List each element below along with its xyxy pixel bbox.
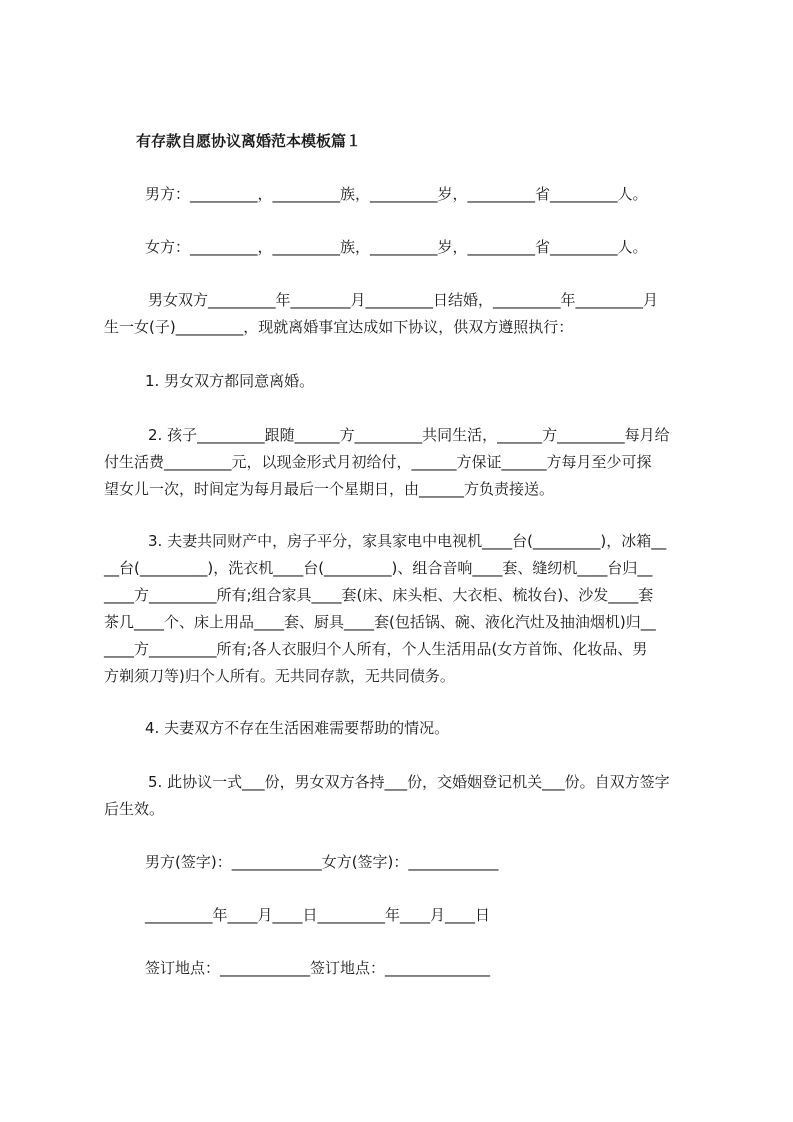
clause-5-line-2: 后生效。 (104, 800, 165, 818)
clause-2-line-3: 望女儿一次，时间定为每月最后一个星期日，由______方负责接送。 (104, 480, 555, 498)
husband-info-line: 男方：_________，_________族，_________岁，_________省_________人。 (145, 185, 648, 203)
clause-2-line-2: 付生活费_________元，以现金形式月初给付，______方保证______方每月至少可探 (104, 453, 652, 471)
clause-3-line-3: ____方_________所有;组合家具____套(床、床头柜、大衣柜、梳妆台)、沙发____套 (104, 586, 654, 604)
clause-3-line-5: ____方_________所有;各人衣服归个人所有，个人生活用品(女方首饰、化妆品、男 (104, 640, 648, 658)
clause-3-line-4: 茶几____个、床上用品____套、厨具____套(包括锅、碗、液化汽灶及抽油烟机)归__ (104, 613, 656, 631)
intro-line-1: 男女双方_________年________月_________日结婚，_________年_________月 (148, 291, 659, 309)
clause-3-line-2: __台(_________)，洗衣机____台(_________)、组合音响____套、缝纫机____台归__ (104, 559, 653, 577)
wife-info-line: 女方：_________，_________族，_________岁，_________省_________人。 (145, 238, 648, 256)
date-line: _________年____月____日_________年____月____日 (145, 906, 491, 924)
clause-2-line-1: 2. 孩子_________跟随______方_________共同生活，______方_________每月给 (148, 426, 670, 444)
signature-line: 男方(签字)：____________女方(签字)：____________ (145, 853, 499, 871)
clause-5-line-1: 5. 此协议一式___份，男女双方各持___份，交婚姻登记机关___份。自双方签字 (148, 773, 670, 791)
clause-1-line-1: 1. 男女双方都同意离婚。 (145, 372, 315, 390)
clause-3-line-1: 3. 夫妻共同财产中，房子平分，家具家电中电视机____台(_________)，冰箱__ (148, 532, 667, 550)
document-title: 有存款自愿协议离婚范本模板篇１ (136, 132, 362, 150)
clause-3-line-6: 方剃须刀等)归个人所有。无共同存款，无共同债务。 (104, 667, 455, 685)
intro-line-2: 生一女(子)_________，现就离婚事宜达成如下协议，供双方遵照执行： (104, 318, 574, 336)
clause-4-line-1: 4. 夫妻双方不存在生活困难需要帮助的情况。 (145, 719, 450, 737)
location-line: 签订地点：____________签订地点：______________ (145, 959, 491, 977)
